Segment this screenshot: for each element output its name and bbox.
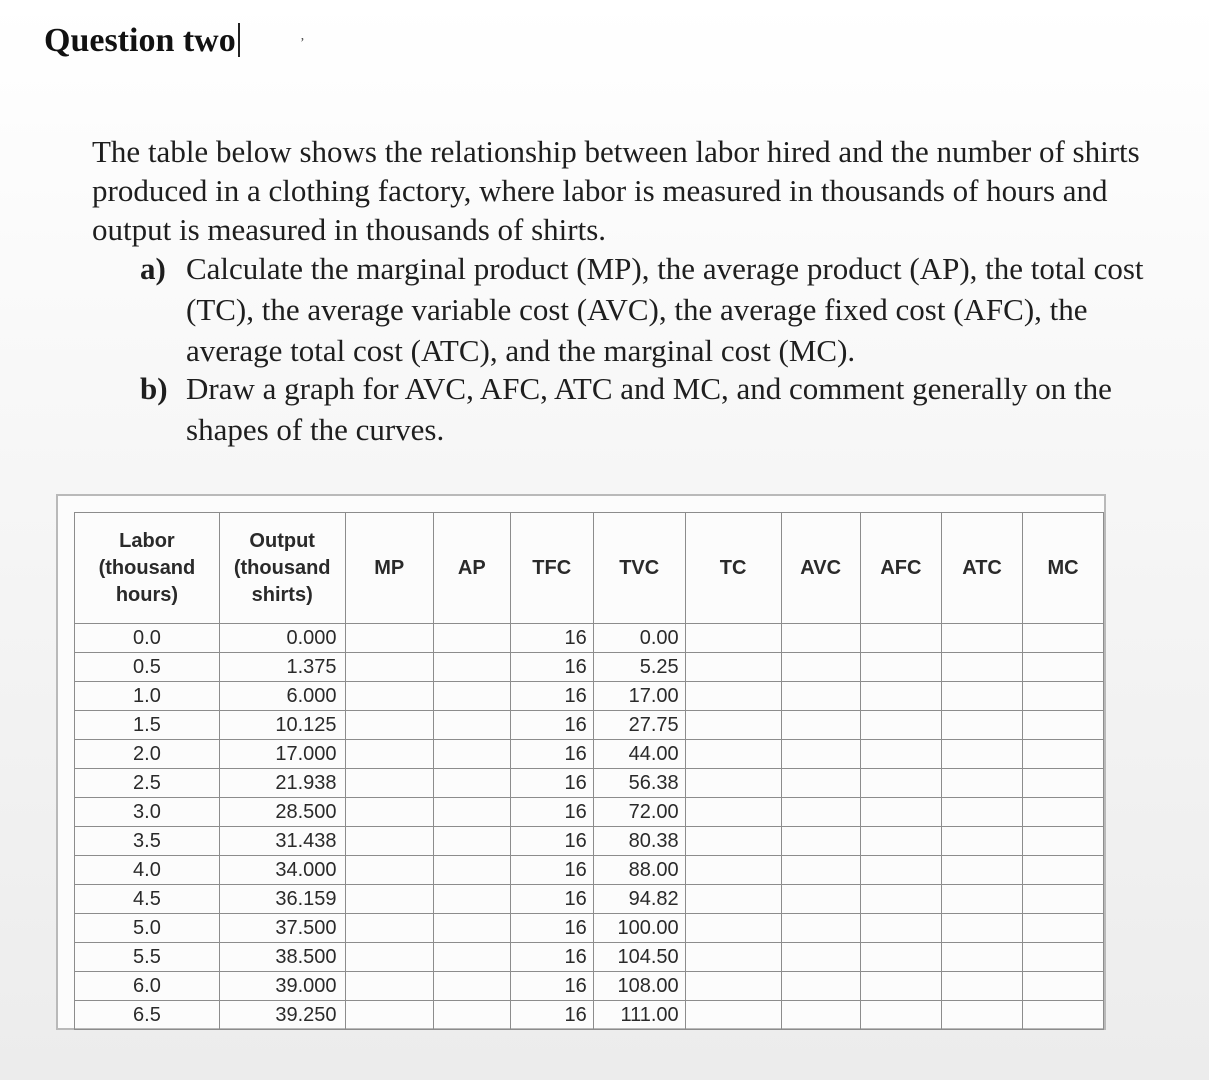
cell-tvc: 56.38 — [593, 769, 685, 798]
cell-tc[interactable] — [685, 769, 781, 798]
cell-output: 31.438 — [219, 827, 345, 856]
cell-atc[interactable] — [942, 972, 1023, 1001]
cell-tfc: 16 — [510, 769, 593, 798]
cell-labor: 1.5 — [75, 711, 220, 740]
cell-afc[interactable] — [860, 972, 941, 1001]
cell-output: 0.000 — [219, 624, 345, 653]
page-title[interactable] — [44, 22, 240, 60]
cell-tc[interactable] — [685, 798, 781, 827]
cell-atc[interactable] — [942, 798, 1023, 827]
cell-output: 17.000 — [219, 740, 345, 769]
cell-tvc: 5.25 — [593, 653, 685, 682]
cell-afc[interactable] — [860, 682, 941, 711]
cell-mc[interactable] — [1023, 798, 1104, 827]
header-output — [219, 513, 345, 624]
cell-mp[interactable] — [345, 1001, 433, 1030]
cell-atc[interactable] — [942, 1001, 1023, 1030]
cell-ap[interactable] — [433, 885, 510, 914]
header-output-line2: (thousand — [233, 556, 331, 579]
cell-labor: 5.0 — [75, 914, 220, 943]
cell-ap[interactable] — [433, 798, 510, 827]
cell-mp[interactable] — [345, 682, 433, 711]
cell-tvc: 27.75 — [593, 711, 685, 740]
cell-avc[interactable] — [781, 885, 860, 914]
cell-tvc: 72.00 — [593, 798, 685, 827]
cell-mp[interactable] — [345, 624, 433, 653]
table-body — [75, 624, 1104, 1030]
cell-tfc: 16 — [510, 885, 593, 914]
cell-tfc: 16 — [510, 972, 593, 1001]
cell-atc[interactable] — [942, 885, 1023, 914]
cell-avc[interactable] — [781, 972, 860, 1001]
cell-mc[interactable] — [1023, 653, 1104, 682]
cell-tfc: 16 — [510, 943, 593, 972]
cell-mp[interactable] — [345, 827, 433, 856]
cell-mc[interactable] — [1023, 885, 1104, 914]
header-tc: TC — [685, 513, 781, 624]
cell-atc[interactable] — [942, 711, 1023, 740]
cell-tfc: 16 — [510, 653, 593, 682]
cost-table — [74, 512, 1104, 1030]
header-mp: MP — [345, 513, 433, 624]
cell-labor: 1.0 — [75, 682, 220, 711]
cell-afc[interactable] — [860, 740, 941, 769]
cell-afc[interactable] — [860, 653, 941, 682]
cell-tvc: 17.00 — [593, 682, 685, 711]
cell-tc[interactable] — [685, 740, 781, 769]
cell-mc[interactable] — [1023, 711, 1104, 740]
cell-mc[interactable] — [1023, 943, 1104, 972]
cell-tvc: 94.82 — [593, 885, 685, 914]
table-header-row — [75, 513, 1104, 624]
cell-tc[interactable] — [685, 856, 781, 885]
cell-output: 28.500 — [219, 798, 345, 827]
table-row — [75, 885, 1104, 914]
cell-mp[interactable] — [345, 740, 433, 769]
table-row — [75, 943, 1104, 972]
cell-ap[interactable] — [433, 682, 510, 711]
cell-atc[interactable] — [942, 682, 1023, 711]
header-labor-line3: hours) — [115, 583, 179, 606]
question-b-label: b) — [140, 371, 168, 406]
cell-afc[interactable] — [860, 827, 941, 856]
cell-labor: 4.5 — [75, 885, 220, 914]
cell-tfc: 16 — [510, 740, 593, 769]
header-tvc: TVC — [593, 513, 685, 624]
cell-labor: 5.5 — [75, 943, 220, 972]
intro-paragraph: The table below shows the relationship between labor hired and the number of shirts produced in a clothing factory, where labor is measured in thousands of hours and output is measured in thousands of shirts. — [92, 134, 1140, 247]
table-row — [75, 740, 1104, 769]
question-b — [140, 368, 1170, 450]
table-row — [75, 798, 1104, 827]
cell-avc[interactable] — [781, 624, 860, 653]
cell-output: 39.000 — [219, 972, 345, 1001]
cell-tfc: 16 — [510, 914, 593, 943]
cell-tfc: 16 — [510, 624, 593, 653]
cell-labor: 3.0 — [75, 798, 220, 827]
cell-atc[interactable] — [942, 740, 1023, 769]
cell-labor: 3.5 — [75, 827, 220, 856]
question-b-text: Draw a graph for AVC, AFC, ATC and MC, and comment generally on the shapes of the curves. — [186, 371, 1112, 447]
cell-avc[interactable] — [781, 943, 860, 972]
cell-tfc: 16 — [510, 711, 593, 740]
cell-mp[interactable] — [345, 885, 433, 914]
cell-output: 6.000 — [219, 682, 345, 711]
cell-mc[interactable] — [1023, 856, 1104, 885]
cell-mp[interactable] — [345, 914, 433, 943]
cell-avc[interactable] — [781, 740, 860, 769]
header-labor-line2: (thousand — [98, 556, 196, 579]
cell-mc[interactable] — [1023, 972, 1104, 1001]
cell-ap[interactable] — [433, 856, 510, 885]
cell-tc[interactable] — [685, 827, 781, 856]
cell-atc[interactable] — [942, 653, 1023, 682]
cell-afc[interactable] — [860, 1001, 941, 1030]
cell-mc[interactable] — [1023, 914, 1104, 943]
table-row — [75, 711, 1104, 740]
cell-mp[interactable] — [345, 711, 433, 740]
cell-labor: 6.0 — [75, 972, 220, 1001]
cell-ap[interactable] — [433, 653, 510, 682]
header-labor — [75, 513, 220, 624]
table-row — [75, 653, 1104, 682]
cell-tfc: 16 — [510, 856, 593, 885]
cell-labor: 4.0 — [75, 856, 220, 885]
cell-ap[interactable] — [433, 711, 510, 740]
header-afc: AFC — [860, 513, 941, 624]
cell-tc[interactable] — [685, 972, 781, 1001]
cell-labor: 0.5 — [75, 653, 220, 682]
cell-tvc: 100.00 — [593, 914, 685, 943]
cell-ap[interactable] — [433, 624, 510, 653]
stray-mark-icon: ʼ — [300, 36, 305, 51]
cell-afc[interactable] — [860, 624, 941, 653]
cell-output: 39.250 — [219, 1001, 345, 1030]
cell-tvc: 80.38 — [593, 827, 685, 856]
cell-labor: 0.0 — [75, 624, 220, 653]
cell-output: 38.500 — [219, 943, 345, 972]
cell-avc[interactable] — [781, 856, 860, 885]
cell-tc[interactable] — [685, 914, 781, 943]
cell-atc[interactable] — [942, 943, 1023, 972]
cell-tfc: 16 — [510, 1001, 593, 1030]
cell-tc[interactable] — [685, 711, 781, 740]
cell-ap[interactable] — [433, 972, 510, 1001]
cell-mc[interactable] — [1023, 682, 1104, 711]
header-output-line3: shirts) — [251, 583, 313, 606]
cell-tvc: 108.00 — [593, 972, 685, 1001]
text-cursor — [238, 23, 240, 57]
cell-avc[interactable] — [781, 682, 860, 711]
cell-tc[interactable] — [685, 624, 781, 653]
cell-output: 10.125 — [219, 711, 345, 740]
header-tfc: TFC — [510, 513, 593, 624]
cell-output: 21.938 — [219, 769, 345, 798]
cell-tc[interactable] — [685, 682, 781, 711]
cell-atc[interactable] — [942, 624, 1023, 653]
cell-tc[interactable] — [685, 885, 781, 914]
cell-tvc: 44.00 — [593, 740, 685, 769]
cell-mc[interactable] — [1023, 740, 1104, 769]
header-output-line1: Output — [249, 529, 315, 552]
table-row — [75, 1001, 1104, 1030]
cell-labor: 6.5 — [75, 1001, 220, 1030]
header-labor-line1: Labor — [119, 529, 175, 552]
cell-mp[interactable] — [345, 653, 433, 682]
cell-mp[interactable] — [345, 769, 433, 798]
table-row — [75, 769, 1104, 798]
cell-avc[interactable] — [781, 1001, 860, 1030]
cell-mp[interactable] — [345, 972, 433, 1001]
cell-avc[interactable] — [781, 711, 860, 740]
table-row — [75, 914, 1104, 943]
cell-tc[interactable] — [685, 943, 781, 972]
cell-afc[interactable] — [860, 856, 941, 885]
cell-output: 36.159 — [219, 885, 345, 914]
cell-afc[interactable] — [860, 798, 941, 827]
cell-avc[interactable] — [781, 827, 860, 856]
cell-ap[interactable] — [433, 769, 510, 798]
cell-avc[interactable] — [781, 769, 860, 798]
cell-mc[interactable] — [1023, 827, 1104, 856]
cell-mp[interactable] — [345, 943, 433, 972]
cell-afc[interactable] — [860, 885, 941, 914]
cell-mp[interactable] — [345, 798, 433, 827]
cell-mc[interactable] — [1023, 624, 1104, 653]
cell-labor: 2.0 — [75, 740, 220, 769]
cell-afc[interactable] — [860, 769, 941, 798]
cell-avc[interactable] — [781, 914, 860, 943]
cell-atc[interactable] — [942, 827, 1023, 856]
cost-table-frame — [56, 494, 1106, 1030]
cell-ap[interactable] — [433, 943, 510, 972]
cell-afc[interactable] — [860, 943, 941, 972]
header-mc: MC — [1023, 513, 1104, 624]
cell-avc[interactable] — [781, 798, 860, 827]
cell-tvc: 104.50 — [593, 943, 685, 972]
question-a-text: Calculate the marginal product (MP), the average product (AP), the total cost (TC), the average variable cost (AVC), the average fixed cost (AFC), the average total cost (ATC), and the marginal cost (MC). — [186, 251, 1144, 368]
cell-atc[interactable] — [942, 769, 1023, 798]
cell-labor: 2.5 — [75, 769, 220, 798]
cell-ap[interactable] — [433, 740, 510, 769]
question-a-label: a) — [140, 251, 166, 286]
cell-tfc: 16 — [510, 798, 593, 827]
header-avc: AVC — [781, 513, 860, 624]
title-text: Question two — [44, 22, 236, 59]
table-row — [75, 827, 1104, 856]
cell-tfc: 16 — [510, 827, 593, 856]
cell-ap[interactable] — [433, 1001, 510, 1030]
table-row — [75, 624, 1104, 653]
cell-tvc: 0.00 — [593, 624, 685, 653]
cell-afc[interactable] — [860, 914, 941, 943]
cell-ap[interactable] — [433, 827, 510, 856]
header-ap: AP — [433, 513, 510, 624]
cell-mc[interactable] — [1023, 769, 1104, 798]
cell-tvc: 111.00 — [593, 1001, 685, 1030]
header-atc: ATC — [942, 513, 1023, 624]
question-a — [140, 248, 1170, 371]
cell-tvc: 88.00 — [593, 856, 685, 885]
table-row — [75, 856, 1104, 885]
cell-atc[interactable] — [942, 914, 1023, 943]
cell-output: 34.000 — [219, 856, 345, 885]
cell-output: 37.500 — [219, 914, 345, 943]
cell-ap[interactable] — [433, 914, 510, 943]
cell-avc[interactable] — [781, 653, 860, 682]
cell-output: 1.375 — [219, 653, 345, 682]
cell-tc[interactable] — [685, 1001, 781, 1030]
table-row — [75, 682, 1104, 711]
cell-atc[interactable] — [942, 856, 1023, 885]
cell-tfc: 16 — [510, 682, 593, 711]
cell-mc[interactable] — [1023, 1001, 1104, 1030]
cell-tc[interactable] — [685, 653, 781, 682]
cell-mp[interactable] — [345, 856, 433, 885]
cell-afc[interactable] — [860, 711, 941, 740]
table-row — [75, 972, 1104, 1001]
